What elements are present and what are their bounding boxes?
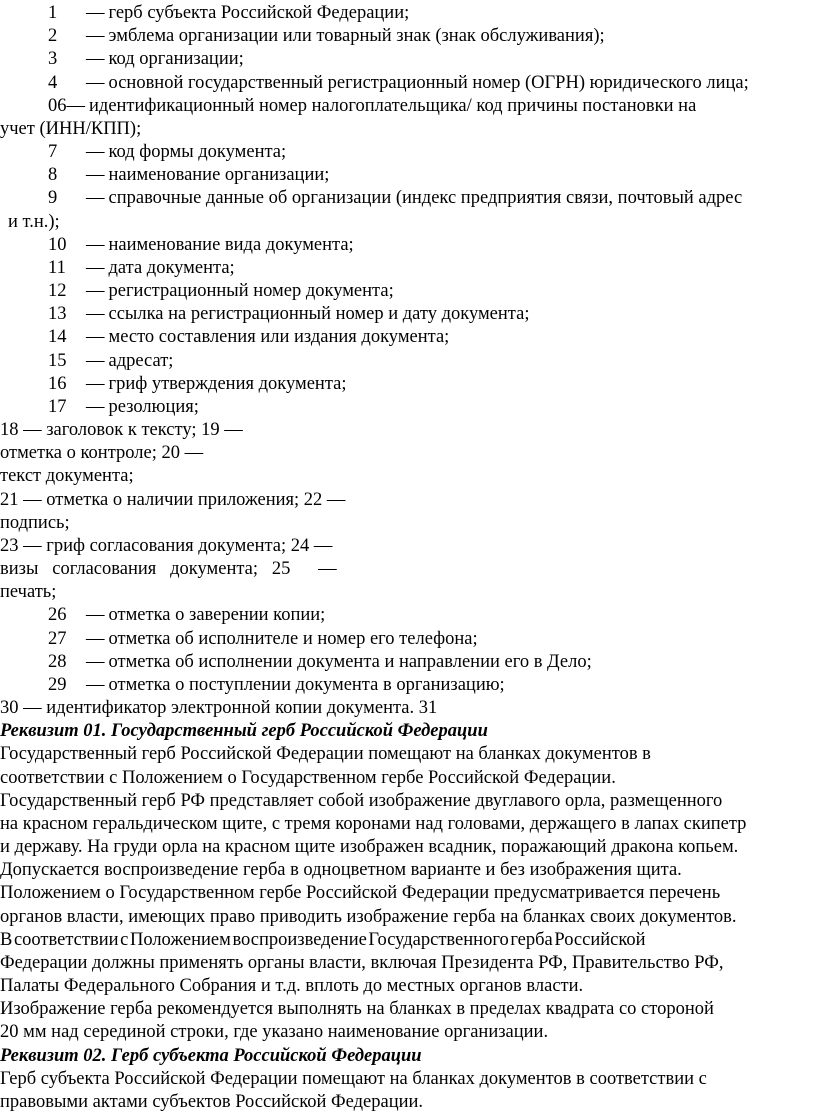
item-text: дата документа; <box>108 258 235 278</box>
item-text: гриф утверждения документа; <box>108 374 347 394</box>
item-number: 9 <box>48 188 58 208</box>
list-item-continuation <box>0 118 141 141</box>
list-item <box>48 674 505 697</box>
item-text: отметка о заверении копии; <box>108 605 326 625</box>
paragraph-line: Герб субъекта Российской Федерации помещают на бланках документов в соответствии с <box>0 1069 707 1089</box>
item-dash: — <box>86 142 105 162</box>
paragraph-line: Изображение герба рекомендуется выполнять на бланках в пределах квадрата со стороной <box>0 999 714 1019</box>
item-text: основной государственный регистрационный номер (ОГРН) юридического лица; <box>108 73 749 93</box>
item-number: 14 <box>48 327 67 347</box>
list-item <box>48 257 235 280</box>
item-text: учет (ИНН/КПП); <box>0 119 142 139</box>
paragraph-line: правовыми актами субъектов Российской Федерации. <box>0 1092 424 1112</box>
list-item <box>48 628 478 651</box>
item-dash: — <box>86 3 105 23</box>
item-number: 11 <box>48 258 66 278</box>
text-line: 23 — гриф согласования документа; 24 — <box>0 536 333 556</box>
item-text: регистрационный номер документа; <box>108 281 394 301</box>
paragraph-line: на красном геральдическом щите, с тремя коронами над головами, держащего в лапах скипетр <box>0 814 747 834</box>
list-item <box>48 141 286 164</box>
paragraph-line: Государственный герб РФ представляет собой изображение двуглавого орла, размещенного <box>0 791 723 811</box>
paragraph-line: В соответствии с Положением воспроизведение Государственного герба Российской <box>0 930 646 950</box>
text-line: отметка о контроле; 20 — <box>0 443 204 463</box>
list-item <box>48 72 749 95</box>
item-text: резолюция; <box>108 397 199 417</box>
paragraph-line: 20 мм над серединой строки, где указано наименование организации. <box>0 1022 549 1042</box>
text-line: 30 — идентификатор электронной копии документа. 31 <box>0 698 438 718</box>
item-number: 12 <box>48 281 67 301</box>
list-item <box>48 164 329 187</box>
item-text: и т.н.); <box>8 212 60 232</box>
item-number: 3 <box>48 49 58 69</box>
list-item <box>48 651 592 674</box>
item-number: 16 <box>48 374 67 394</box>
list-item <box>48 187 742 210</box>
paragraph-line: и державу. На груди орла на красном щите изображен всадник, поражающий дракона копьем. <box>0 837 739 857</box>
item-number: 17 <box>48 397 67 417</box>
paragraph-line: Положением о Государственном гербе Российской Федерации предусматривается перечень <box>0 883 721 903</box>
item-dash: — <box>86 675 105 695</box>
text-line: подпись; <box>0 513 70 533</box>
paragraph-line: Допускается воспроизведение герба в одноцветном варианте и без изображения щита. <box>0 860 682 880</box>
item-dash: — <box>86 49 105 69</box>
item-dash: — <box>86 304 105 324</box>
item-text: отметка об исполнении документа и направлении его в Дело; <box>108 652 592 672</box>
item-text: ссылка на регистрационный номер и дату документа; <box>108 304 530 324</box>
item-number: 2 <box>48 26 58 46</box>
item-dash: — <box>86 397 105 417</box>
item-number: 4 <box>48 73 58 93</box>
item-dash: — <box>86 258 105 278</box>
item-dash: — <box>66 96 85 116</box>
item-number: 29 <box>48 675 67 695</box>
item-text: герб субъекта Российской Федерации; <box>108 3 410 23</box>
item-text: справочные данные об организации (индекс предприятия связи, почтовый адрес <box>108 188 743 208</box>
item-text: место составления или издания документа; <box>108 327 450 347</box>
item-dash: — <box>86 73 105 93</box>
item-number: 06 <box>48 96 67 116</box>
list-item <box>48 234 354 257</box>
list-item <box>48 604 325 627</box>
list-item <box>48 25 605 48</box>
item-dash: — <box>86 188 105 208</box>
list-item <box>48 48 244 71</box>
list-item <box>48 373 347 396</box>
item-dash: — <box>86 652 105 672</box>
list-item <box>48 350 173 373</box>
section-heading: Реквизит 02. Герб субъекта Российской Федерации <box>0 1046 422 1066</box>
item-text: идентификационный номер налогоплательщика/ код причины постановки на <box>89 96 697 116</box>
paragraph-line: соответствии с Положением о Государственном гербе Российской Федерации. <box>0 768 616 788</box>
text-line: текст документа; <box>0 466 134 486</box>
text-line: 18 — заголовок к тексту; 19 — <box>0 420 243 440</box>
item-number: 7 <box>48 142 58 162</box>
item-dash: — <box>86 165 105 185</box>
text-line: печать; <box>0 582 57 602</box>
list-item <box>48 303 529 326</box>
item-dash: — <box>86 605 105 625</box>
item-text: наименование вида документа; <box>108 235 354 255</box>
item-number: 13 <box>48 304 67 324</box>
list-item <box>48 2 409 25</box>
item-number: 26 <box>48 605 67 625</box>
item-number: 27 <box>48 629 67 649</box>
item-dash: — <box>86 235 105 255</box>
item-number: 1 <box>48 3 58 23</box>
item-text: наименование организации; <box>108 165 330 185</box>
item-dash: — <box>86 26 105 46</box>
list-item <box>48 95 696 118</box>
item-number: 15 <box>48 351 67 371</box>
item-dash: — <box>86 351 105 371</box>
list-item <box>48 396 199 419</box>
item-dash: — <box>86 374 105 394</box>
list-item <box>48 280 394 303</box>
item-text: код формы документа; <box>108 142 287 162</box>
paragraph-line: Государственный герб Российской Федерации помещают на бланках документов в <box>0 744 651 764</box>
text-line: 21 — отметка о наличии приложения; 22 — <box>0 490 346 510</box>
list-item-continuation <box>8 211 60 234</box>
item-text: отметка об исполнителе и номер его телефона; <box>108 629 478 649</box>
text-line: визы согласования документа; 25 — <box>0 559 337 579</box>
item-text: отметка о поступлении документа в организацию; <box>108 675 505 695</box>
item-dash: — <box>86 629 105 649</box>
paragraph-line: Федерации должны применять органы власти, включая Президента РФ, Правительство РФ, <box>0 953 724 973</box>
item-number: 10 <box>48 235 67 255</box>
item-text: эмблема организации или товарный знак (знак обслуживания); <box>108 26 605 46</box>
item-text: адресат; <box>108 351 174 371</box>
list-item <box>48 326 449 349</box>
item-number: 8 <box>48 165 58 185</box>
item-number: 28 <box>48 652 67 672</box>
section-heading: Реквизит 01. Государственный герб Российской Федерации <box>0 721 488 741</box>
item-dash: — <box>86 281 105 301</box>
item-text: код организации; <box>108 49 244 69</box>
item-dash: — <box>86 327 105 347</box>
paragraph-line: органов власти, имеющих право приводить изображение герба на бланках своих документов. <box>0 907 737 927</box>
paragraph-line: Палаты Федерального Собрания и т.д. вплоть до местных органов власти. <box>0 976 584 996</box>
